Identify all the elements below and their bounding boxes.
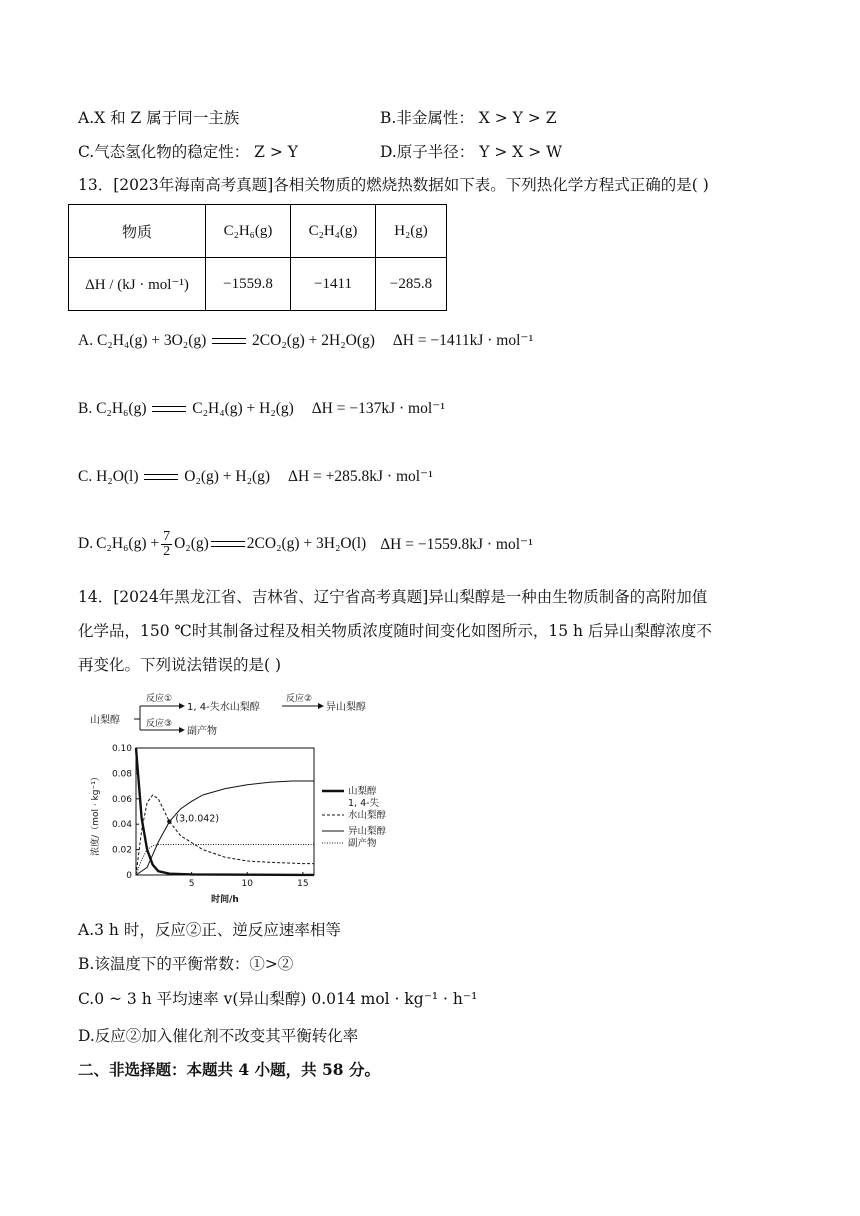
table-value-h2: −285.8 (376, 258, 447, 311)
q13-b-lhs: C₂H₆(g) (96, 400, 147, 417)
concentration-chart (89, 744, 387, 905)
q13-a-dh: ΔH = −1411kJ · mol⁻¹ (392, 332, 534, 349)
equals-arrow (211, 541, 245, 547)
q13-a-rhs: 2CO₂(g) + 2H₂O(g) (252, 332, 375, 349)
series-layer (136, 748, 314, 875)
x-tick-label: 10 (241, 879, 253, 889)
section-heading: 二、非选择题：本题共 4 小题，共 58 分。 (78, 1060, 380, 1079)
fraction-numerator: 7 (163, 528, 171, 544)
x-tick-label: 5 (188, 879, 195, 889)
q13-b-label: B. (78, 400, 93, 417)
q13-option-c (78, 467, 433, 486)
q13-c-dh: ΔH = +285.8kJ · mol⁻¹ (287, 468, 433, 485)
scheme-r1-label: 反应① (146, 694, 173, 704)
q13-d-rhs: 2CO₂(g) + 3H₂O(l) (246, 535, 367, 552)
x-tick-label: 15 (297, 879, 309, 889)
equals-arrow (212, 338, 246, 344)
arrowhead-icon (179, 727, 185, 733)
q13-d-lhs-a: C₂H₆(g) + (96, 535, 160, 552)
q13-c-rhs: O₂(g) + H₂(g) (184, 468, 271, 485)
series-line-2 (136, 781, 314, 875)
table-col-h2: H₂(g) (376, 205, 447, 258)
q12-option-a: A.X 和 Z 属于同一主族 (78, 109, 240, 127)
q13-d-lhs-b: O₂(g) (174, 535, 209, 552)
q13-d-dh: ΔH = −1559.8kJ · mol⁻¹ (380, 535, 533, 553)
equals-arrow (152, 406, 186, 412)
q13-a-lhs: C₂H₄(g) + 3O₂(g) (96, 332, 207, 349)
q13-b-rhs: C₂H₄(g) + H₂(g) (192, 400, 294, 417)
fraction-denominator: 2 (163, 543, 171, 559)
series-line-1 (136, 795, 314, 875)
q13-c-lhs: H₂O(l) (96, 468, 139, 485)
legend-label: 水山梨醇 (348, 810, 387, 821)
table-header-label: 物质 (69, 205, 206, 258)
x-axis-label: 时间/h (211, 895, 239, 905)
combustion-heat-table (68, 204, 447, 311)
q14-stem-line2: 化学品，150 ℃时其制备过程及相关物质浓度随时间变化如图所示，15 h 后异山梨醇浓度不 (78, 622, 712, 640)
q13-c-label: C. (78, 468, 93, 485)
q12-option-c: C.气态氢化物的稳定性： Z > Y (78, 143, 299, 161)
reaction-scheme (90, 692, 366, 737)
q14-stem-line3: 再变化。下列说法错误的是( ) (78, 656, 282, 674)
y-tick-label: 0.06 (111, 794, 132, 805)
table-value-c2h4: −1411 (291, 258, 376, 311)
scheme-r3-label: 反应③ (146, 719, 173, 729)
annotation-label: (3,0.042) (175, 813, 220, 825)
legend-label: 副产物 (348, 838, 377, 849)
plot-frame (136, 748, 314, 875)
series-line-0 (136, 748, 314, 875)
y-tick-label: 0.04 (111, 820, 132, 831)
scheme-mid: 1, 4-失水山梨醇 (187, 702, 260, 713)
q12-option-b: B.非金属性： X > Y > Z (380, 109, 557, 127)
annotation-group (167, 814, 219, 825)
table-col-c2h4: C₂H₄(g) (291, 205, 376, 258)
q13-option-a (78, 331, 533, 350)
q14-option-c: C.0 ~ 3 h 平均速率 v(异山梨醇) 0.014 mol · kg⁻¹ · h⁻¹ (78, 990, 478, 1008)
q14-option-d: D.反应②加入催化剂不改变其平衡转化率 (78, 1027, 359, 1045)
q13-b-dh: ΔH = −137kJ · mol⁻¹ (311, 400, 445, 417)
scheme-side: 副产物 (187, 726, 217, 737)
y-axis-label: 浓度/（mol · kg⁻¹） (91, 772, 101, 856)
chart-legend (322, 785, 387, 849)
q14-option-a: A.3 h 时，反应②正、逆反应速率相等 (78, 921, 341, 939)
q13-option-d (78, 524, 533, 564)
arrowhead-icon (179, 703, 185, 709)
table-row-label: ΔH / (kJ · mol⁻¹) (69, 258, 206, 311)
q12-option-d: D.原子半径： Y > X > W (380, 143, 563, 161)
q14-option-b: B.该温度下的平衡常数：①>② (78, 955, 294, 973)
q13-option-b (78, 399, 445, 418)
legend-label: 异山梨醇 (348, 826, 387, 837)
scheme-start: 山梨醇 (90, 715, 120, 726)
scheme-end: 异山梨醇 (326, 702, 366, 713)
table-col-c2h6: C₂H₆(g) (206, 205, 291, 258)
y-tick-label: 0.10 (111, 744, 132, 754)
q14-stem-line1: 14．[2024年黑龙江省、吉林省、辽宁省高考真题]异山梨醇是一种由生物质制备的高附加值 (78, 588, 708, 606)
q13-a-label: A. (78, 332, 94, 349)
q13-stem: 13．[2023年海南高考真题]各相关物质的燃烧热数据如下表。下列热化学方程式正确的是( ) (78, 176, 709, 194)
y-tick-label: 0.02 (111, 845, 132, 856)
y-tick-label: 0 (126, 871, 132, 881)
fraction-seven-halves (161, 530, 172, 559)
reaction-figure (84, 686, 400, 908)
equals-arrow (144, 474, 178, 480)
legend-label: 山梨醇 (348, 786, 377, 797)
y-tick-label: 0.08 (111, 769, 132, 780)
q13-d-label: D. (78, 535, 94, 552)
arrowhead-icon (318, 703, 324, 709)
table-value-c2h6: −1559.8 (206, 258, 291, 311)
scheme-r2-label: 反应② (286, 694, 313, 704)
annotation-point (167, 819, 171, 823)
series-line-3 (136, 845, 314, 876)
legend-label: 1, 4-失 (348, 798, 380, 809)
